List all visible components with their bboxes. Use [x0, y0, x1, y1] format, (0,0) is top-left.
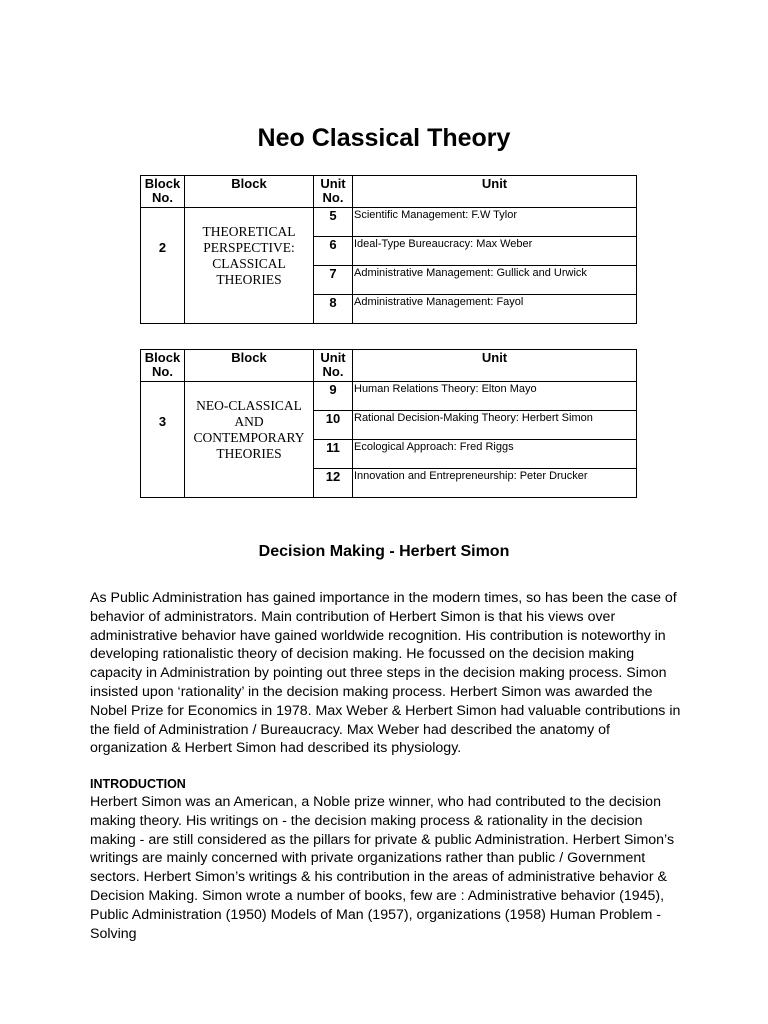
unit-number: 12 — [314, 469, 353, 498]
unit-name: Administrative Management: Gullick and Urwick — [353, 266, 637, 295]
unit-name: Ideal-Type Bureaucracy: Max Weber — [353, 237, 637, 266]
block-number: 3 — [141, 382, 185, 498]
table-row — [141, 382, 637, 411]
header-unit-no: Unit No. — [314, 176, 353, 208]
header-block-no: Block No. — [141, 176, 185, 208]
page-title: Neo Classical Theory — [257, 124, 511, 152]
header-block: Block — [185, 350, 314, 382]
table-header-row — [141, 176, 637, 208]
unit-name: Administrative Management: Fayol — [353, 295, 637, 324]
units-table-block-3 — [140, 349, 637, 498]
paragraph-introduction: Herbert Simon was an American, a Noble prize winner, who had contributed to the decision making theory. His writings on - the decision making process & rationality in the decision making - are still considered as the pillars for private & public Administration. Herbert Simon’s writings are mainly concerned with private organizations rather than public / Government sectors. Herbert Simon’s writings & his contribution in the areas of administrative behavior & Decision Making. Simon wrote a number of books, few are : Administrative behavior (1945), Public Administration (1950) Models of Man (1957), organizations (1958) Human Problem - Solving — [90, 794, 675, 942]
unit-number: 7 — [314, 266, 353, 295]
header-unit-no: Unit No. — [314, 350, 353, 382]
unit-name: Human Relations Theory: Elton Mayo — [353, 382, 637, 411]
header-block-no: Block No. — [141, 350, 185, 382]
unit-name: Rational Decision-Making Theory: Herbert Simon — [353, 411, 637, 440]
header-block: Block — [185, 176, 314, 208]
unit-name: Scientific Management: F.W Tylor — [353, 208, 637, 237]
unit-name: Innovation and Entrepreneurship: Peter Drucker — [353, 469, 637, 498]
unit-number: 6 — [314, 237, 353, 266]
block-name: NEO-CLASSICAL AND CONTEMPORARY THEORIES — [185, 382, 314, 498]
header-unit: Unit — [353, 176, 637, 208]
table-header-row — [141, 350, 637, 382]
unit-number: 11 — [314, 440, 353, 469]
table-row — [141, 208, 637, 237]
unit-number: 10 — [314, 411, 353, 440]
block-number: 2 — [141, 208, 185, 324]
unit-number: 9 — [314, 382, 353, 411]
units-table-block-2 — [140, 175, 637, 324]
paragraph-overview: As Public Administration has gained importance in the modern times, so has been the case of behavior of administrators. Main contribution of Herbert Simon is that his views over administrative behavior have gained worldwide recognition. His contribution is noteworthy in developing rationalistic theory of decision making. He focussed on the decision making capacity in Administration by pointing out three steps in the decision making process. Simon insisted upon ‘rationality’ in the decision making process. Herbert Simon was awarded the Nobel Prize for Economics in 1978. Max Weber & Herbert Simon had valuable contributions in the field of Administration / Bureaucracy. Max Weber had described the anatomy of organization & Herbert Simon had described its physiology. — [90, 590, 681, 757]
section-heading: Decision Making - Herbert Simon — [258, 543, 510, 560]
unit-number: 5 — [314, 208, 353, 237]
block-name: THEORETICAL PERSPECTIVE: CLASSICAL THEORIES — [185, 208, 314, 324]
unit-name: Ecological Approach: Fred Riggs — [353, 440, 637, 469]
introduction-heading: INTRODUCTION — [90, 777, 186, 791]
unit-number: 8 — [314, 295, 353, 324]
header-unit: Unit — [353, 350, 637, 382]
